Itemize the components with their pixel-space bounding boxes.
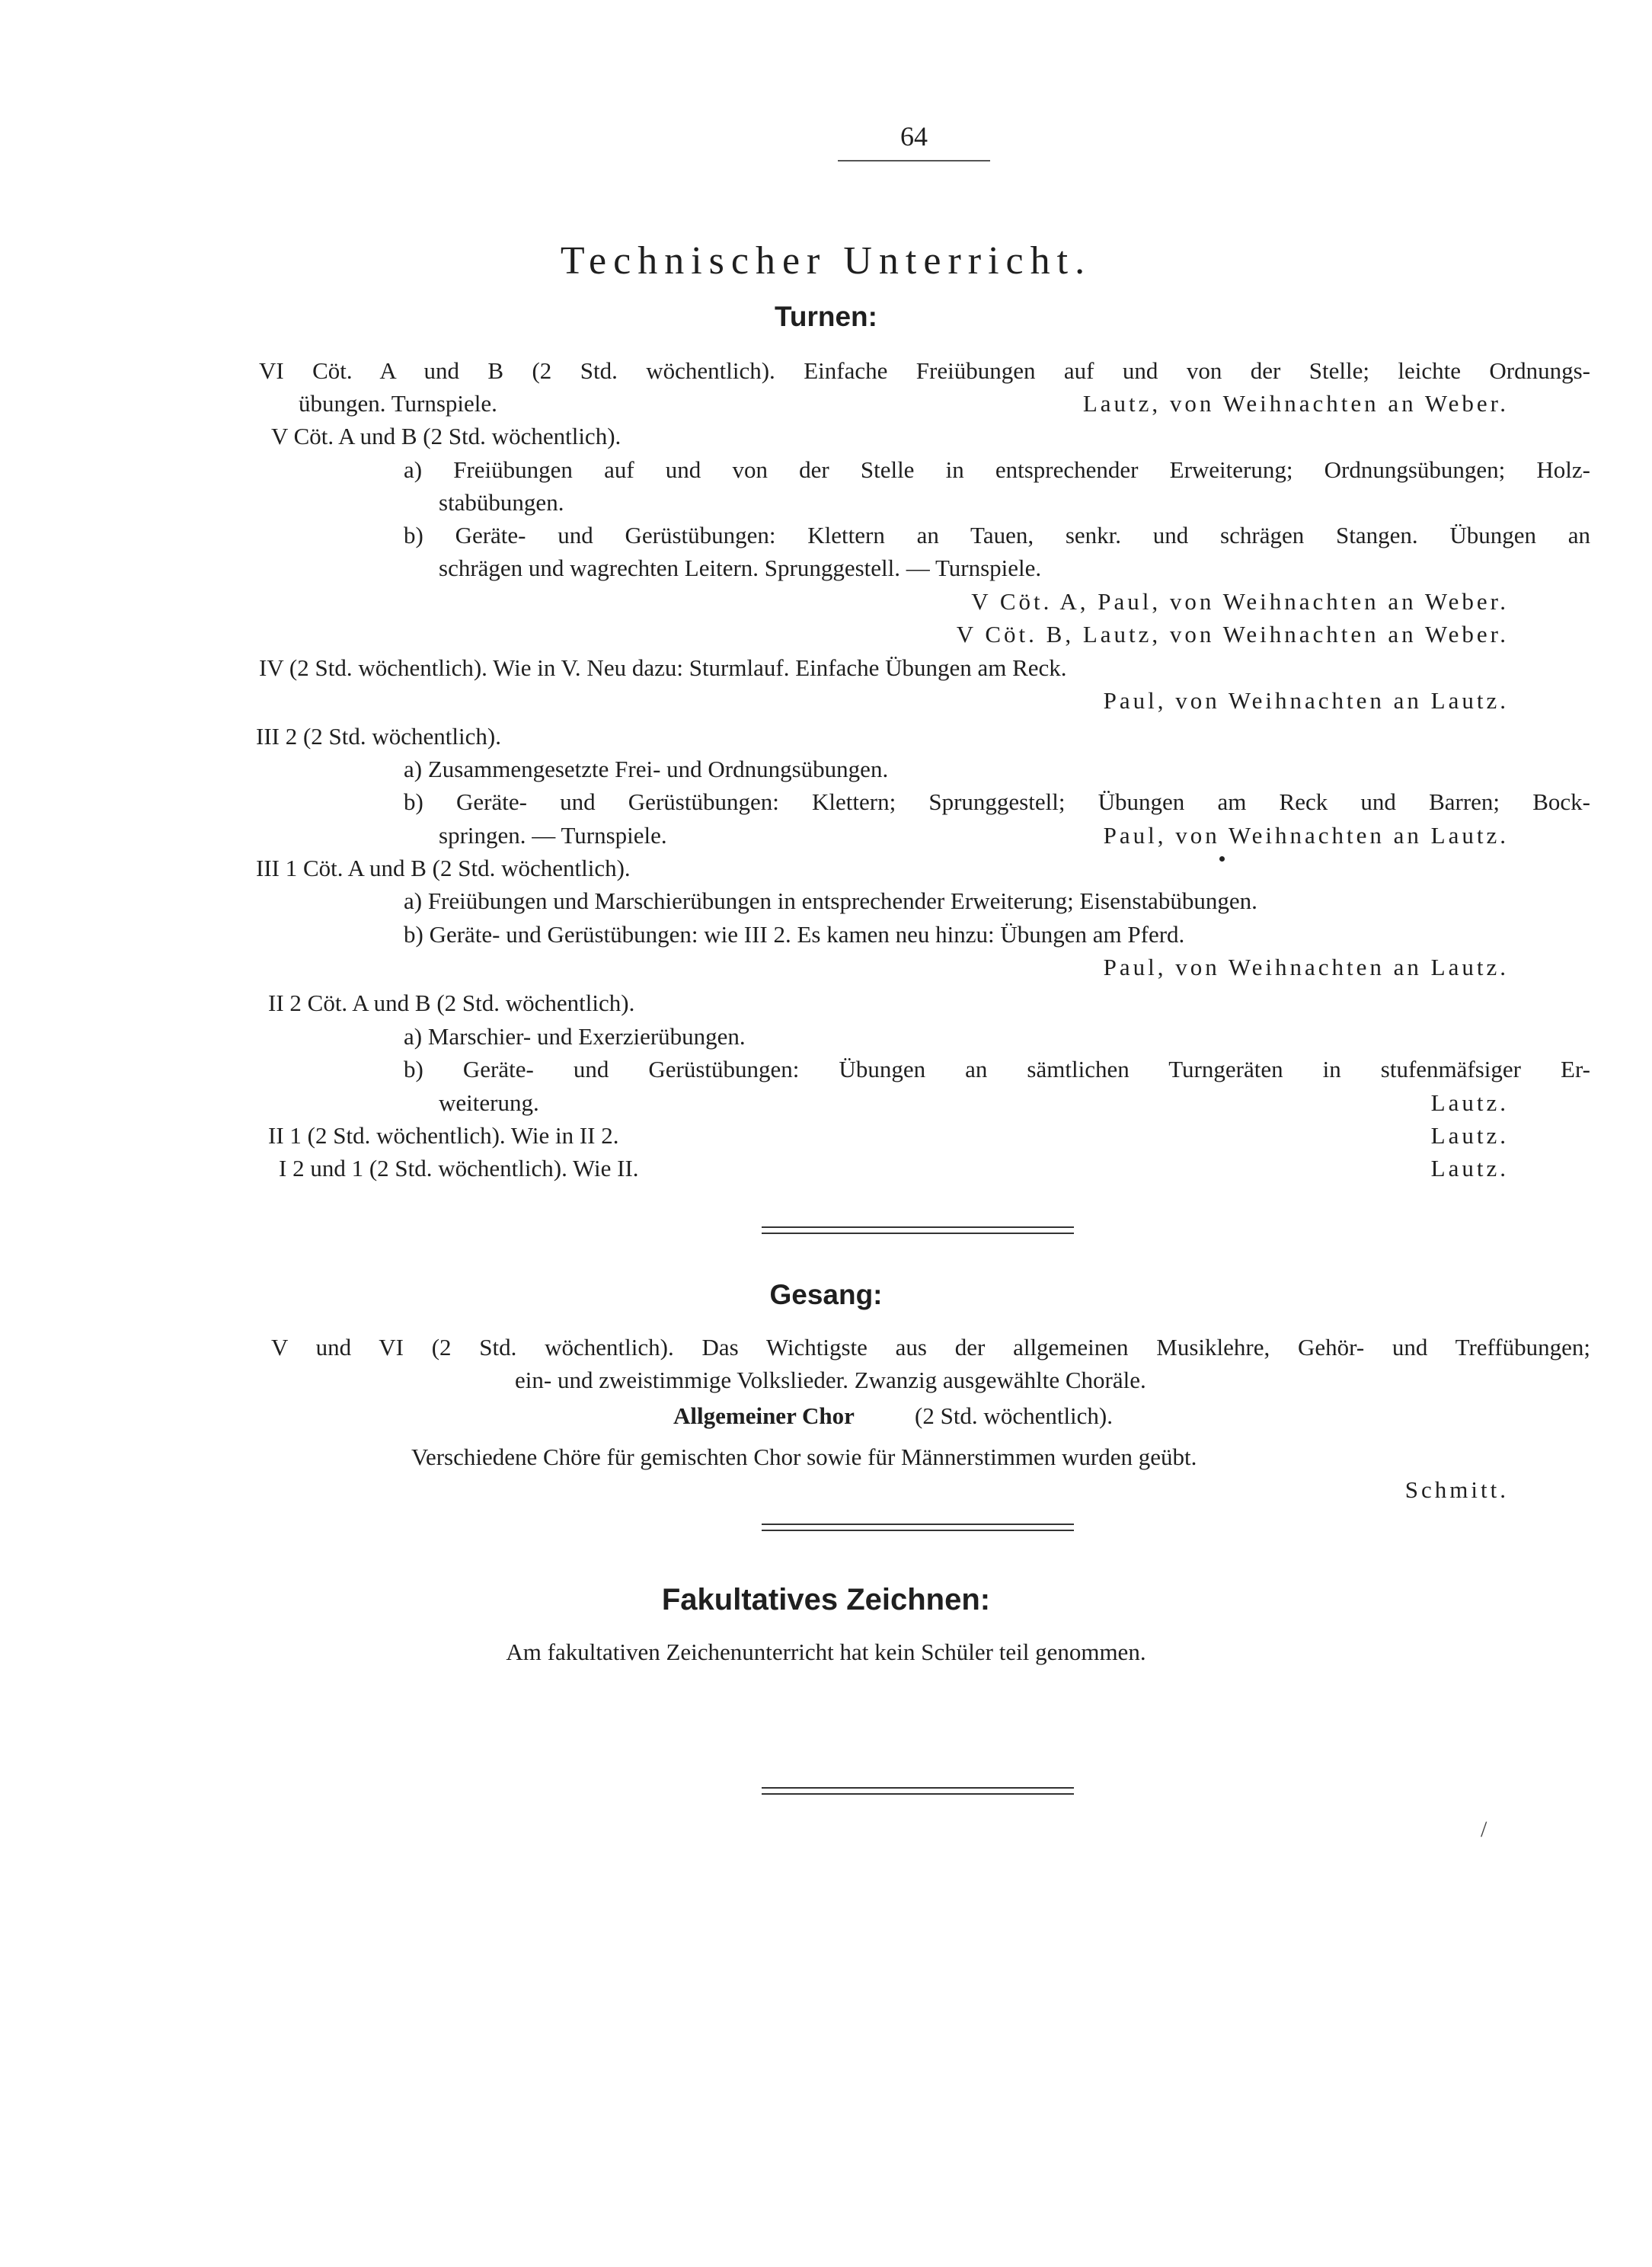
turnen-line: I 2 und 1 (2 Std. wöchentlich). Wie II.	[279, 1155, 639, 1181]
turnen-line: b) Geräte- und Gerüstübungen: Klettern an Tauen, senkr. und schrägen Stangen. Übungen an	[404, 522, 1590, 548]
turnen-line: IV (2 Std. wöchentlich). Wie in V. Neu dazu: Sturmlauf. Einfache Übungen am Reck.	[259, 654, 1067, 681]
turnen-line: b) Geräte- und Gerüstübungen: Klettern; Sprunggestell; Übungen am Reck und Barren; Bock-	[404, 788, 1590, 815]
section-title: Technischer Unterricht.	[560, 239, 1092, 283]
turnen-line: II 1 (2 Std. wöchentlich). Wie in II 2.	[268, 1122, 619, 1149]
teacher-credit: Paul, von Weihnachten an Lautz.	[1103, 822, 1509, 849]
gesang-line: Verschiedene Chöre für gemischten Chor sowie für Männerstimmen wurden geübt.	[411, 1444, 1197, 1470]
teacher-credit: V Cöt. B, Lautz, von Weihnachten an Weber.	[956, 621, 1509, 647]
teacher-credit: Lautz.	[1430, 1122, 1509, 1149]
section-divider	[762, 1226, 1074, 1234]
turnen-line: schrägen und wagrechten Leitern. Sprunggestell. — Turnspiele.	[439, 555, 1042, 581]
turnen-line: b) Geräte- und Gerüstübungen: wie III 2. Es kamen neu hinzu: Übungen am Pferd.	[404, 921, 1185, 948]
teacher-credit: Schmitt.	[1404, 1476, 1509, 1503]
page-number: 64	[900, 121, 928, 152]
gesang-heading: Gesang:	[769, 1279, 883, 1310]
teacher-credit: Lautz.	[1430, 1089, 1509, 1116]
teacher-credit: Lautz, von Weihnachten an Weber.	[1082, 390, 1509, 417]
turnen-line: übungen. Turnspiele.	[299, 390, 497, 417]
zeichnen-text: Am fakultativen Zeichenunterricht hat kein Schüler teil genommen.	[506, 1639, 1146, 1665]
teacher-credit: Paul, von Weihnachten an Lautz.	[1103, 954, 1509, 980]
gesang-line: ein- und zweistimmige Volkslieder. Zwanzig ausgewählte Choräle.	[515, 1367, 1146, 1393]
zeichnen-heading: Fakultatives Zeichnen:	[661, 1583, 991, 1616]
turnen-line: a) Freiübungen und Marschierübungen in entsprechender Erweiterung; Eisenstabübungen.	[404, 887, 1257, 914]
turnen-line: stabübungen.	[439, 489, 564, 516]
turnen-line: III 2 (2 Std. wöchentlich).	[256, 723, 501, 750]
turnen-line: a) Marschier- und Exerzierübungen.	[404, 1023, 746, 1050]
gesang-line: (2 Std. wöchentlich).	[915, 1402, 1114, 1429]
ink-dot	[1219, 856, 1225, 862]
chor-title: Allgemeiner Chor	[673, 1402, 855, 1429]
teacher-credit: Paul, von Weihnachten an Lautz.	[1103, 687, 1509, 714]
turnen-line: a) Zusammengesetzte Frei- und Ordnungsübungen.	[404, 756, 889, 782]
turnen-line: weiterung.	[439, 1089, 539, 1116]
turnen-line: b) Geräte- und Gerüstübungen: Übungen an sämtlichen Turngeräten in stufenmäfsiger Er-	[404, 1056, 1590, 1082]
closing-divider	[762, 1787, 1074, 1795]
turnen-line: a) Freiübungen auf und von der Stelle in entsprechender Erweiterung; Ordnungsübungen; Holz-	[404, 456, 1590, 483]
page-number-rule	[838, 160, 990, 161]
turnen-line: VI Cöt. A und B (2 Std. wöchentlich). Einfache Freiübungen auf und von der Stelle; leichte Ordnungs-	[259, 357, 1590, 384]
turnen-line: II 2 Cöt. A und B (2 Std. wöchentlich).	[268, 990, 635, 1016]
section-divider	[762, 1524, 1074, 1531]
turnen-line: V Cöt. A und B (2 Std. wöchentlich).	[271, 423, 621, 449]
turnen-heading: Turnen:	[775, 301, 877, 332]
turnen-line: springen. — Turnspiele.	[439, 822, 667, 849]
margin-mark: /	[1481, 1817, 1487, 1842]
teacher-credit: Lautz.	[1430, 1155, 1509, 1181]
teacher-credit: V Cöt. A, Paul, von Weihnachten an Weber.	[971, 588, 1509, 615]
turnen-line: III 1 Cöt. A und B (2 Std. wöchentlich).	[256, 855, 631, 881]
gesang-line: V und VI (2 Std. wöchentlich). Das Wichtigste aus der allgemeinen Musiklehre, Gehör- und Treffübungen;	[271, 1334, 1590, 1361]
